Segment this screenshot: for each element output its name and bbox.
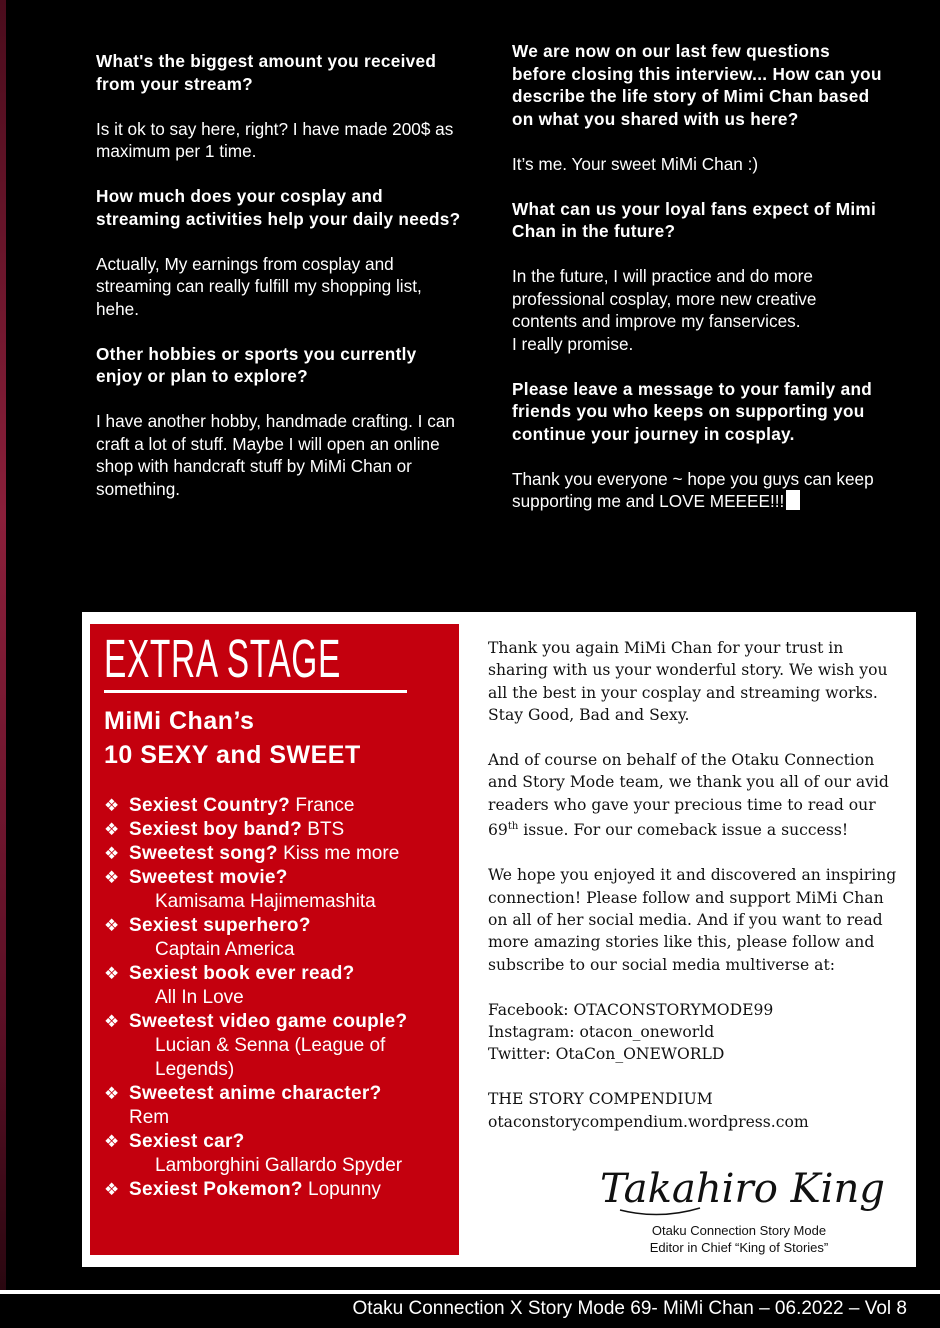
text-cursor: [786, 490, 800, 510]
twitter-handle: Twitter: OtaCon_ONEWORLD: [488, 1045, 725, 1064]
closing-message: [488, 637, 898, 1133]
diamond-bullet-icon: ❖: [104, 844, 120, 863]
item-question: Sweetest video game couple?: [129, 1011, 408, 1032]
answer-text: Thank you everyone ~ hope you guys can keep supporting me and LOVE MEEEE!!!: [512, 468, 874, 511]
answer: In the future, I will practice and do more professional cosplay, more new creative contents and improve my fanservices.: [512, 266, 817, 331]
answer: Is it ok to say here, right? I have made 200$ as maximum per 1 time.: [96, 118, 454, 161]
item-question: Sexiest car?: [129, 1131, 245, 1152]
item-answer: All In Love: [155, 987, 244, 1008]
item-question: Sweetest anime character?: [129, 1083, 382, 1104]
diamond-bullet-icon: ❖: [104, 1012, 120, 1031]
item-answer: BTS: [307, 819, 345, 840]
item-question: Sweetest song?: [129, 843, 278, 864]
extra-stage-subtitle: [104, 704, 361, 772]
diamond-bullet-icon: ❖: [104, 820, 120, 839]
question: Other hobbies or sports you currently enjoy or plan to explore?: [96, 343, 417, 386]
item-question: Sexiest Country?: [129, 795, 291, 816]
answer: [512, 468, 884, 513]
item-answer: Lucian & Senna (League of Legends): [155, 1035, 386, 1080]
ordinal-suffix: th: [507, 821, 519, 833]
item-question: Sweetest movie?: [129, 867, 288, 888]
subtitle-line-1: MiMi Chan’s: [104, 707, 255, 735]
answer: Actually, My earnings from cosplay and streaming can really fulfill my shopping list, hehe.: [96, 253, 422, 319]
answer-promise: I really promise.: [512, 333, 634, 354]
diamond-bullet-icon: ❖: [104, 964, 120, 983]
question: We are now on our last few questions before closing this interview... How can you describe the life story of Mimi Chan based on what you shared with us here?: [512, 41, 882, 129]
interview-right-column: [512, 40, 884, 535]
instagram-handle: Instagram: otacon_oneworld: [488, 1023, 715, 1042]
item-answer: Lopunny: [308, 1179, 381, 1200]
sexy-sweet-list: [104, 794, 454, 1202]
signature: [600, 1150, 900, 1230]
list-item: [104, 962, 454, 1010]
diamond-bullet-icon: ❖: [104, 1084, 120, 1103]
compendium-url: otaconstorycompendium.wordpress.com: [488, 1112, 809, 1131]
subtitle-line-2: 10 SEXY and SWEET: [104, 741, 361, 769]
question: What can us your loyal fans expect of Mimi Chan in the future?: [512, 198, 877, 241]
item-question: Sexiest boy band?: [129, 819, 302, 840]
answer: I have another hobby, handmade crafting. I can craft a lot of stuff. Maybe I will open an online shop with handcraft stuff by MiMi Chan or something.: [96, 411, 455, 499]
question: What's the biggest amount you received from your stream?: [96, 51, 437, 94]
item-answer: France: [295, 795, 355, 816]
team-text-end: issue. For our comeback issue a success!: [518, 821, 849, 840]
decorative-edge-strip: [0, 0, 6, 1290]
item-question: Sexiest Pokemon?: [129, 1179, 303, 1200]
item-answer: Lamborghini Gallardo Spyder: [155, 1155, 403, 1176]
item-question: Sexiest book ever read?: [129, 963, 355, 984]
item-question: Sexiest superhero?: [129, 915, 311, 936]
list-item: [104, 1082, 454, 1130]
title-underline: [104, 690, 407, 693]
list-item: [104, 794, 454, 818]
list-item: [104, 818, 454, 842]
editor-credit: [612, 1222, 866, 1256]
closing-paragraph-team: [488, 749, 898, 842]
answer: It’s me. Your sweet MiMi Chan :): [512, 153, 759, 174]
closing-paragraph-thanks: Thank you again MiMi Chan for your trust in sharing with us your wonderful story. We wish you all the best in your cosplay and streaming works. Stay Good, Bad and Sexy.: [488, 639, 888, 725]
editor-line-2: Editor in Chief “King of Stories”: [649, 1240, 829, 1255]
item-answer: Captain America: [155, 939, 295, 960]
footer-rule: [0, 1290, 940, 1294]
diamond-bullet-icon: ❖: [104, 796, 120, 815]
list-item: [104, 1178, 454, 1202]
closing-paragraph-follow: We hope you enjoyed it and discovered an inspiring connection! Please follow and support MiMi Chan on all of her social media. And if you want to read more amazing stories like this, please follow and subscribe to our social media multiverse at:: [488, 866, 897, 974]
page-footer: Otaku Connection X Story Mode 69- MiMi Chan – 06.2022 – Vol 8: [352, 1298, 907, 1319]
list-item: [104, 914, 454, 962]
list-item: [104, 866, 454, 914]
list-item: [104, 1130, 454, 1178]
list-item: [104, 842, 454, 866]
question: How much does your cosplay and streaming activities help your daily needs?: [96, 186, 461, 229]
facebook-handle: Facebook: OTACONSTORYMODE99: [488, 1000, 774, 1019]
list-item: [104, 1010, 454, 1082]
diamond-bullet-icon: ❖: [104, 1180, 120, 1199]
item-answer: Kiss me more: [283, 843, 400, 864]
extra-stage-box: [90, 624, 459, 1255]
interview-left-column: [96, 50, 466, 523]
diamond-bullet-icon: ❖: [104, 916, 120, 935]
diamond-bullet-icon: ❖: [104, 868, 120, 887]
compendium-title: THE STORY COMPENDIUM: [488, 1090, 713, 1109]
diamond-bullet-icon: ❖: [104, 1132, 120, 1151]
extra-stage-title: EXTRA STAGE: [104, 629, 341, 689]
item-answer: Rem: [129, 1107, 170, 1128]
signature-script: Takahiro King: [600, 1166, 885, 1212]
editor-line-1: Otaku Connection Story Mode: [651, 1223, 827, 1238]
team-text: And of course on behalf of the Otaku Connection and Story Mode team, we thank you all of our avid readers who gave your precious time to read our 69: [488, 751, 889, 840]
item-answer: Kamisama Hajimemashita: [155, 891, 376, 912]
question: Please leave a message to your family and friends you who keeps on supporting you continue your journey in cosplay.: [512, 378, 873, 444]
